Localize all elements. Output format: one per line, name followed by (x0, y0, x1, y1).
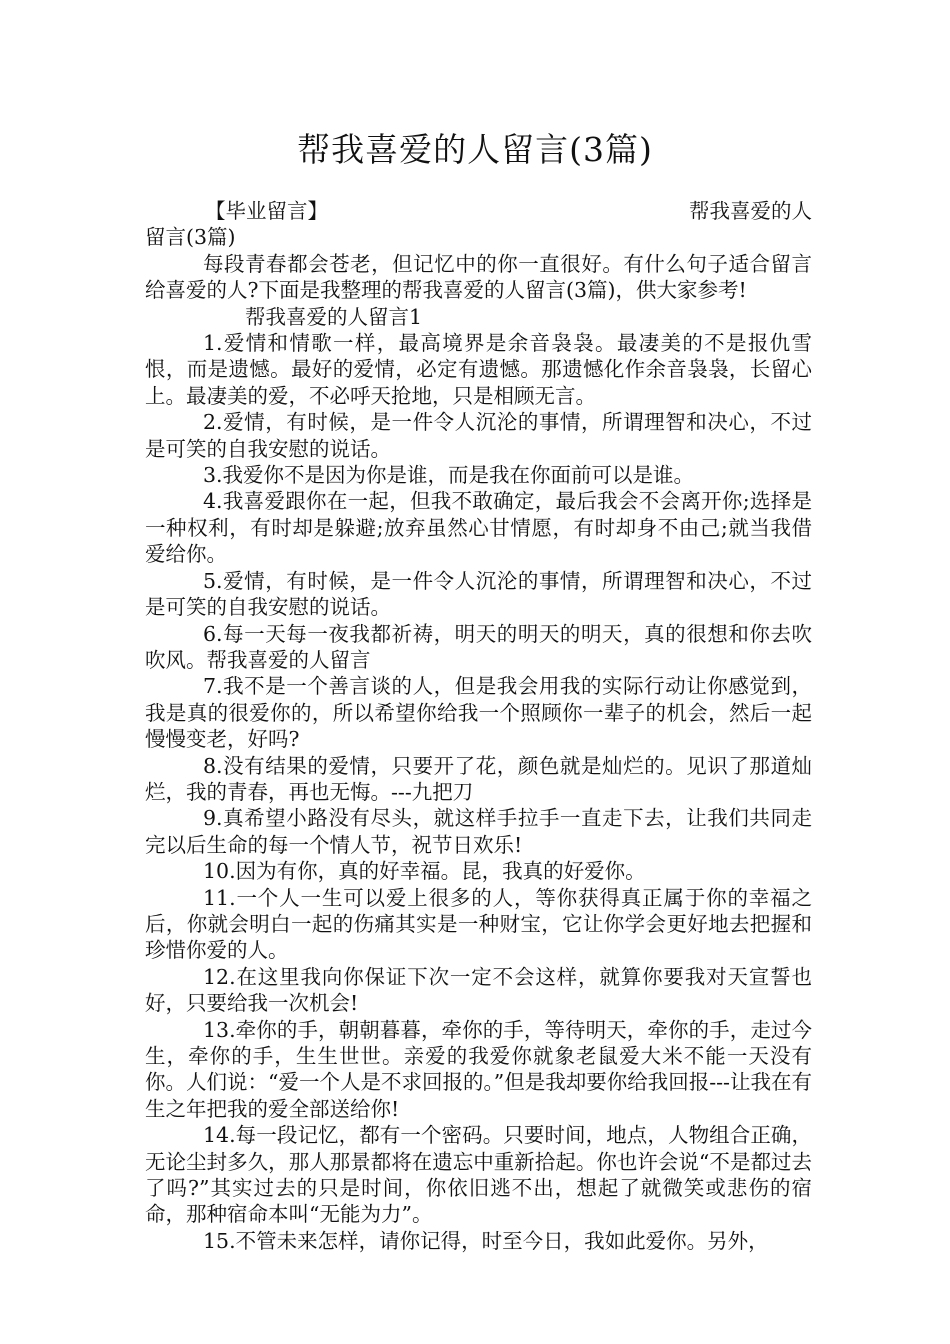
category-line (145, 198, 812, 224)
category-title-part2: 留言(3篇) (145, 225, 236, 250)
paragraph: 4.我喜爱跟你在一起，但我不敢确定，最后我会不会离开你;选择是一种权利，有时却是躲避;放弃虽然心甘情愿，有时却身不由己;就当我借爱给你。 (145, 489, 812, 567)
paragraph: 13.牵你的手，朝朝暮暮，牵你的手，等待明天，牵你的手，走过今生，牵你的手，生生世世。亲爱的我爱你就象老鼠爱大米不能一天没有你。人们说：“爱一个人是不求回报的。”但是我却要你给我回报---让我在有生之年把我的爱全部送给你! (145, 1017, 812, 1121)
paragraph: 3.我爱你不是因为你是谁，而是我在你面前可以是谁。 (203, 463, 695, 488)
paragraph: 15.不管未来怎样，请你记得，时至今日，我如此爱你。另外， (203, 1228, 769, 1253)
paragraph: 9.真希望小路没有尽头，就这样手拉手一直走下去，让我们共同走完以后生命的每一个情人节，祝节日欢乐! (145, 806, 812, 857)
paragraph: 8.没有结果的爱情，只要开了花，颜色就是灿烂的。见识了那道灿烂，我的青春，再也无悔。---九把刀 (145, 753, 812, 804)
paragraph: 10.因为有你，真的好幸福。昆，我真的好爱你。 (203, 859, 646, 884)
paragraph: 7.我不是一个善言谈的人，但是我会用我的实际行动让你感觉到，我是真的很爱你的，所以希望你给我一个照顾你一辈子的机会，然后一起慢慢变老，好吗? (145, 674, 812, 752)
paragraph: 5.爱情，有时候，是一件令人沉沦的事情，所谓理智和决心，不过是可笑的自我安慰的说话。 (145, 568, 812, 620)
paragraph: 6.每一天每一夜我都祈祷，明天的明天的明天，真的很想和你去吹吹风。帮我喜爱的人留言 (145, 621, 812, 672)
paragraph: 11.一个人一生可以爱上很多的人，等你获得真正属于你的幸福之后，你就会明白一起的伤痛其实是一种财宝，它让你学会更好地去把握和珍惜你爱的人。 (145, 885, 812, 963)
paragraph: 14.每一段记忆，都有一个密码。只要时间，地点，人物组合正确，无论尘封多久，那人那景都将在遗忘中重新拾起。你也许会说“不是都过去了吗?”其实过去的只是时间，你依旧逃不出，想起了就微笑或悲伤的宿命，那种宿命本叫“无能为力”。 (145, 1123, 812, 1227)
category-title-part1: 帮我喜爱的人 (689, 199, 812, 223)
document-title: 帮我喜爱的人留言(3篇) (297, 130, 653, 169)
intro-paragraph: 每段青春都会苍老，但记忆中的你一直很好。有什么句子适合留言给喜爱的人?下面是我整理的帮我喜爱的人留言(3篇)，供大家参考! (145, 251, 812, 303)
section-heading: 帮我喜爱的人留言1 (245, 304, 423, 329)
paragraph: 1.爱情和情歌一样，最高境界是余音袅袅。最凄美的不是报仇雪恨，而是遗憾。最好的爱情，必定有遗憾。那遗憾化作余音袅袅，长留心上。最凄美的爱，不必呼天抢地，只是相顾无言。 (145, 331, 812, 408)
category-tag: 【毕业留言】 (205, 199, 328, 223)
paragraph: 12.在这里我向你保证下次一定不会这样，就算你要我对天宣誓也好，只要给我一次机会! (145, 964, 812, 1016)
paragraph: 2.爱情，有时候，是一件令人沉沦的事情，所谓理智和决心，不过是可笑的自我安慰的说话。 (145, 410, 812, 461)
document-body (145, 198, 812, 1254)
